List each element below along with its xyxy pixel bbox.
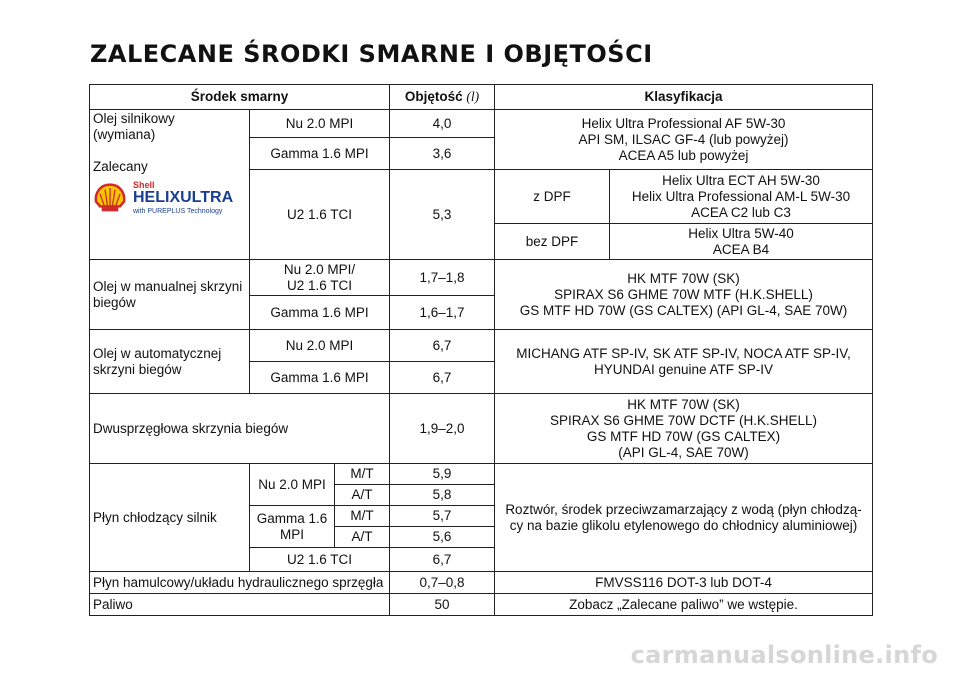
automatic-volume: 6,7 [390,362,495,394]
table-row [90,464,873,485]
dct-label: Dwusprzęgłowa skrzynia biegów [90,394,390,464]
automatic-volume: 6,7 [390,330,495,362]
header-lubricant: Środek smarny [90,85,390,110]
label-line: biegów [93,294,136,310]
spec-line: ACEA A5 lub powyżej [618,147,749,163]
table-row [90,572,873,594]
fuel-volume: 50 [390,594,495,616]
table-row [90,594,873,616]
nodpf-label: bez DPF [495,224,610,260]
model-line: U2 1.6 TCI [286,277,353,293]
header-volume [390,85,495,110]
spec-line: Helix Ultra Professional AF 5W-30 [581,115,786,131]
spec-line: API SM, ILSAC GF-4 (lub powyżej) [578,131,789,147]
transmission-at: A/T [335,527,390,548]
logo-tech-line: with PUREPLUS Technology [133,208,223,215]
engine-oil-volume: 3,6 [390,138,495,170]
table-row [90,330,873,362]
model-line: Nu 2.0 MPI/ [283,261,356,277]
model-line: Gamma 1.6 [256,510,328,526]
coolant-volume: 5,9 [390,464,495,485]
dct-spec [495,394,873,464]
coolant-model-u2: U2 1.6 TCI [250,548,390,572]
logo-shell-word: Shell [133,180,155,190]
engine-oil-volume: 4,0 [390,110,495,138]
label-line: skrzyni biegów [93,361,182,377]
header-volume-label: Objętość [404,89,463,104]
spec-line: GS MTF HD 70W (GS CALTEX) (API GL-4, SAE 70W) [519,302,848,318]
spec-line: HK MTF 70W (SK) [627,270,740,286]
coolant-volume: 6,7 [390,548,495,572]
lubricants-table [89,84,873,616]
engine-oil-model: U2 1.6 TCI [250,170,390,260]
label-line: Olej w manualnej skrzyni [93,278,243,294]
brake-fluid-spec: FMVSS116 DOT-3 lub DOT-4 [495,572,873,594]
spec-line: Helix Ultra 5W-40 [688,225,794,241]
engine-oil-sublabel: (wymiana) [93,127,156,142]
engine-oil-volume: 5,3 [390,170,495,260]
manual-spec [495,260,873,330]
table-row [90,260,873,296]
coolant-model-gamma [250,506,335,548]
engine-oil-label: Olej silnikowy [93,111,175,126]
automatic-model: Gamma 1.6 MPI [250,362,390,394]
spec-line: Helix Ultra ECT AH 5W-30 [662,172,820,188]
manual-model [250,260,390,296]
spec-line: ACEA B4 [712,241,770,257]
engine-oil-label-cell [90,110,250,260]
brake-fluid-volume: 0,7–0,8 [390,572,495,594]
watermark: carmanualsonline.info [630,641,938,669]
dct-volume: 1,9–2,0 [390,394,495,464]
transmission-mt: M/T [335,506,390,527]
coolant-volume: 5,6 [390,527,495,548]
fuel-spec: Zobacz „Zalecane paliwo” we wstępie. [495,594,873,616]
manual-oil-label [90,260,250,330]
label-line: Olej w automatycznej [93,345,222,361]
table-row [90,110,873,138]
automatic-model: Nu 2.0 MPI [250,330,390,362]
logo-helix-word: HELIX [133,189,181,206]
spec-line: Helix Ultra Professional AM-L 5W-30 [631,188,851,204]
dpf-spec [610,170,873,224]
shell-pecten-icon [93,183,127,213]
brake-fluid-label: Płyn hamulcowy/układu hydraulicznego sprzęgła [90,572,390,594]
table-header-row [90,85,873,110]
automatic-spec [495,330,873,394]
spec-line: HK MTF 70W (SK) [627,396,740,412]
transmission-at: A/T [335,485,390,506]
shell-helix-ultra-logo [93,181,246,215]
coolant-spec [495,464,873,572]
table-row [90,394,873,464]
spec-line: SPIRAX S6 GHME 70W MTF (H.K.SHELL) [554,286,813,302]
coolant-label: Płyn chłodzący silnik [90,464,250,572]
spec-line: MICHANG ATF SP-IV, SK ATF SP-IV, NOCA ATF SP-IV, [516,345,851,361]
manual-volume: 1,7–1,8 [390,260,495,296]
nodpf-spec [610,224,873,260]
spec-line: cy na bazie glikolu etylenowego do chłodnicy aluminiowej) [509,517,858,533]
coolant-model-nu: Nu 2.0 MPI [250,464,335,506]
engine-oil-spec [495,110,873,170]
spec-line: ACEA C2 lub C3 [691,204,791,220]
header-volume-unit: (l) [466,89,480,104]
header-classification: Klasyfikacja [495,85,873,110]
logo-ultra-word: ULTRA [180,189,234,206]
spec-line: Roztwór, środek przeciwzamarzający z wodą (płyn chłodzą- [505,501,862,517]
spec-line: (API GL-4, SAE 70W) [618,444,749,460]
manual-model: Gamma 1.6 MPI [250,296,390,330]
transmission-mt: M/T [335,464,390,485]
coolant-volume: 5,7 [390,506,495,527]
spec-line: SPIRAX S6 GHME 70W DCTF (H.K.SHELL) [549,412,818,428]
manual-volume: 1,6–1,7 [390,296,495,330]
coolant-volume: 5,8 [390,485,495,506]
page-title: ZALECANE ŚRODKI SMARNE I OBJĘTOŚCI [90,40,653,68]
spec-line: GS MTF HD 70W (GS CALTEX) [586,428,781,444]
model-line: MPI [279,526,304,542]
engine-oil-model: Nu 2.0 MPI [250,110,390,138]
dpf-label: z DPF [495,170,610,224]
automatic-oil-label [90,330,250,394]
spec-line: HYUNDAI genuine ATF SP-IV [593,361,774,377]
recommended-label: Zalecany [93,159,148,174]
engine-oil-model: Gamma 1.6 MPI [250,138,390,170]
helix-logo-text [133,181,233,215]
fuel-label: Paliwo [90,594,390,616]
